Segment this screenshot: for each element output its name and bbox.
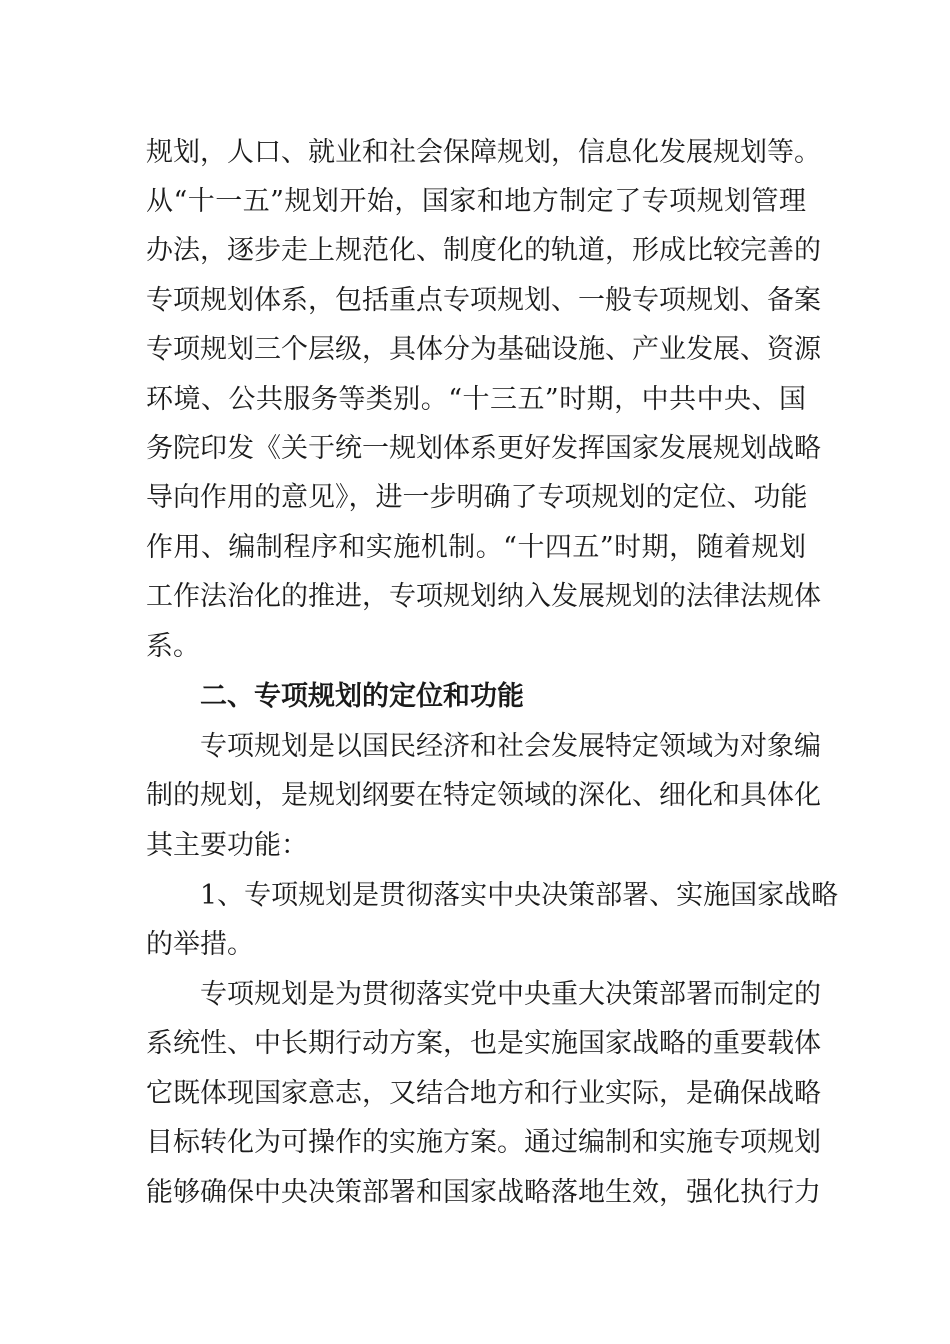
paragraph-line: 系统性、中长期行动方案，也是实施国家战略的重要载体: [146, 1028, 821, 1059]
paragraph-line: 工作法治化的推进，专项规划纳入发展规划的法律法规体: [146, 581, 821, 612]
paragraph-line: 从“十一五”规划开始，国家和地方制定了专项规划管理: [146, 186, 806, 217]
paragraph-line: 务院印发《关于统一规划体系更好发挥国家发展规划战略: [146, 433, 821, 464]
section-heading: 二、专项规划的定位和功能: [200, 681, 524, 712]
paragraph-line: 导向作用的意见》，进一步明确了专项规划的定位、功能: [146, 482, 808, 513]
paragraph-line: 能够确保中央决策部署和国家战略落地生效，强化执行力: [146, 1177, 821, 1208]
paragraph-line: 办法，逐步走上规范化、制度化的轨道，形成比较完善的: [146, 235, 821, 266]
paragraph-line: 目标转化为可操作的实施方案。通过编制和实施专项规划: [146, 1127, 821, 1158]
paragraph-line: 专项规划是以国民经济和社会发展特定领域为对象编: [200, 731, 821, 762]
paragraph-line: 制的规划，是规划纲要在特定领域的深化、细化和具体化: [146, 780, 821, 811]
paragraph-line: 系。: [146, 631, 200, 662]
paragraph-line: 1、专项规划是贯彻落实中央决策部署、实施国家战略: [200, 880, 839, 911]
paragraph-line: 专项规划体系，包括重点专项规划、一般专项规划、备案: [146, 285, 821, 316]
paragraph-line: 专项规划三个层级，具体分为基础设施、产业发展、资源: [146, 334, 821, 365]
paragraph-line: 规划，人口、就业和社会保障规划，信息化发展规划等。: [146, 137, 821, 168]
paragraph-line: 其主要功能：: [146, 830, 308, 861]
paragraph-line: 作用、编制程序和实施机制。“十四五”时期，随着规划: [146, 532, 806, 563]
paragraph-line: 专项规划是为贯彻落实党中央重大决策部署而制定的: [200, 979, 821, 1010]
paragraph-line: 它既体现国家意志，又结合地方和行业实际，是确保战略: [146, 1078, 821, 1109]
paragraph-line: 的举措。: [146, 929, 254, 960]
paragraph-line: 环境、公共服务等类别。“十三五”时期，中共中央、国: [146, 384, 806, 415]
